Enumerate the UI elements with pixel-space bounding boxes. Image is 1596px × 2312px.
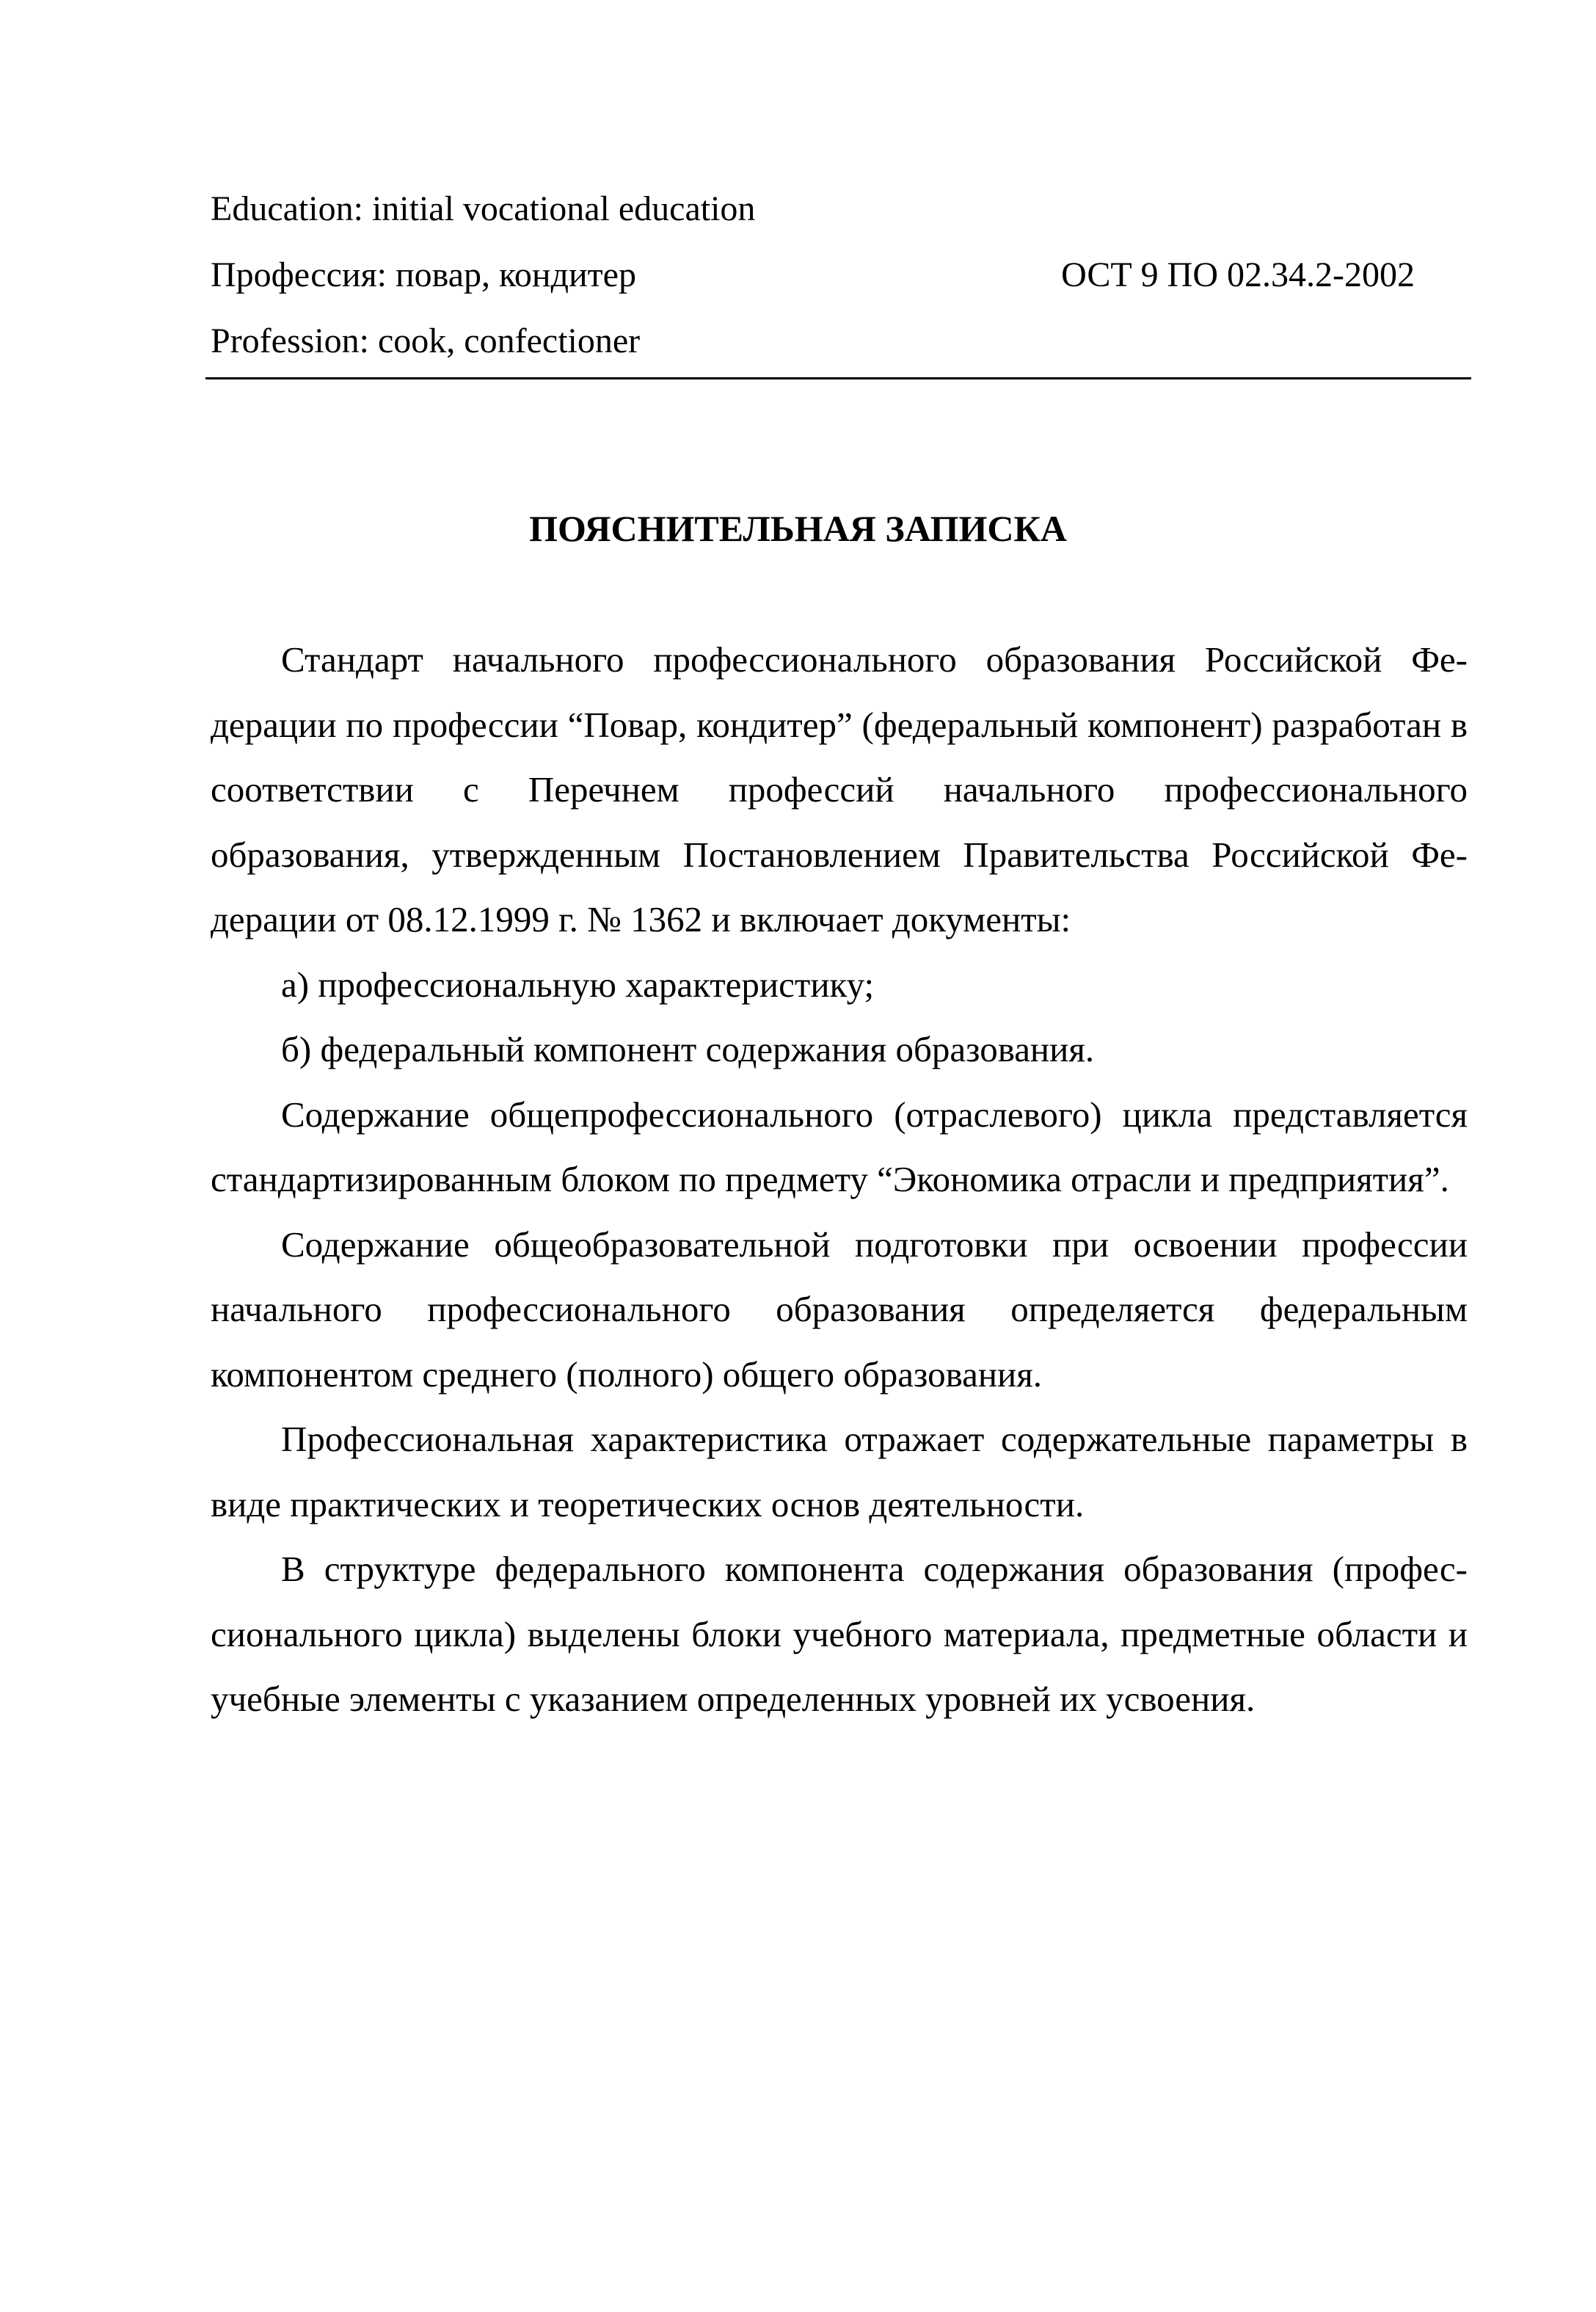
education-label: Education: initial vocational education	[211, 189, 756, 228]
header-line-education	[211, 176, 1468, 242]
profession-ru-label: Профессия: повар, кондитер	[211, 255, 636, 294]
list-item-b: б) федеральный компонент содержания образования.	[281, 1029, 1095, 1069]
document-header	[211, 176, 1468, 374]
header-line-profession-en	[211, 308, 1468, 374]
document-body	[211, 628, 1468, 1732]
header-line-profession-ru	[211, 242, 1468, 308]
page-title: ПОЯСНИТЕЛЬНАЯ ЗАПИСКА	[529, 508, 1067, 549]
paragraph-standard-intro: Стандарт начального профессионального образования Российской Федерации по профессии “Повар, кондитер” (федеральный компонент) разработан в соответствии с Перечнем профессий начального профессионального образования, утвержденным Постановлением Правительства Российской Федерации от 08.12.1999 г. № 1362 и включает документы:	[211, 639, 1468, 939]
paragraph-professional-characteristic: Профессиональная характеристика отражает содержательные параметры в виде практических и теоретических основ деятельности.	[211, 1419, 1468, 1524]
paragraph-general-professional-cycle: Содержание общепрофессионального (отраслевого) цикла представляется стандартизированным блоком по предмету “Экономика отрасли и предприятия”.	[211, 1094, 1468, 1199]
paragraph-federal-component-structure: В структуре федерального компонента содержания образования (профессионального цикла) выделены блоки учебного материала, предметные области и учебные элементы с указанием определенных уровней их усвоения.	[211, 1549, 1468, 1719]
header-divider	[205, 377, 1471, 379]
standard-code: ОСТ 9 ПО 02.34.2-2002	[1061, 255, 1415, 294]
profession-en-label: Profession: cook, confectioner	[211, 321, 641, 360]
list-item-a: а) профессиональную характеристику;	[281, 964, 875, 1005]
paragraph-general-education: Содержание общеобразовательной подготовки при освоении профессии начального профессионального образования определяется федеральным компонентом среднего (полного) общего образования.	[211, 1224, 1468, 1395]
